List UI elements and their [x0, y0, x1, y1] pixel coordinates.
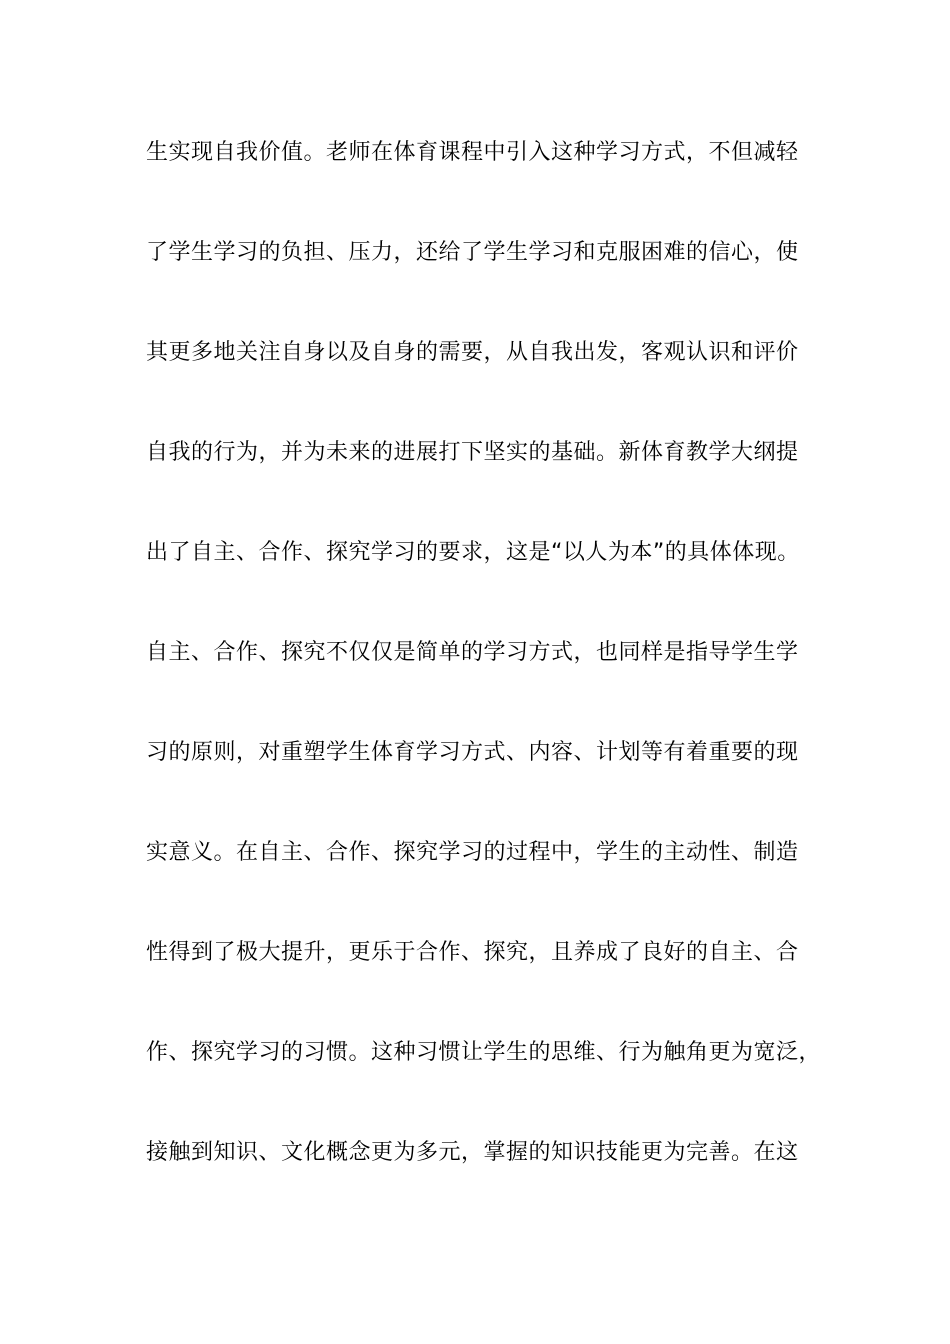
text-line: 接触到知识、文化概念更为多元，掌握的知识技能更为完善。在这: [146, 1140, 799, 1165]
text-line: 作、探究学习的习惯。这种习惯让学生的思维、行为触角更为宽泛，: [146, 1040, 822, 1065]
text-line: 性得到了极大提升，更乐于合作、探究，且养成了良好的自主、合: [146, 940, 799, 965]
text-line: 其更多地关注自身以及自身的需要，从自我出发，客观认识和评价: [146, 340, 799, 365]
text-line: 生实现自我价值。老师在体育课程中引入这种学习方式，不但减轻: [146, 140, 799, 165]
text-line: 实意义。在自主、合作、探究学习的过程中，学生的主动性、制造: [146, 840, 799, 865]
text-line: 了学生学习的负担、压力，还给了学生学习和克服困难的信心，使: [146, 240, 799, 265]
text-line: 自主、合作、探究不仅仅是简单的学习方式，也同样是指导学生学: [146, 640, 799, 665]
text-line: 出了自主、合作、探究学习的要求，这是“以人为本”的具体体现。: [146, 540, 800, 565]
text-line: 习的原则，对重塑学生体育学习方式、内容、计划等有着重要的现: [146, 740, 799, 765]
text-line: 自我的行为，并为未来的进展打下坚实的基础。新体育教学大纲提: [146, 440, 799, 465]
body-paragraph: [146, 128, 836, 1228]
